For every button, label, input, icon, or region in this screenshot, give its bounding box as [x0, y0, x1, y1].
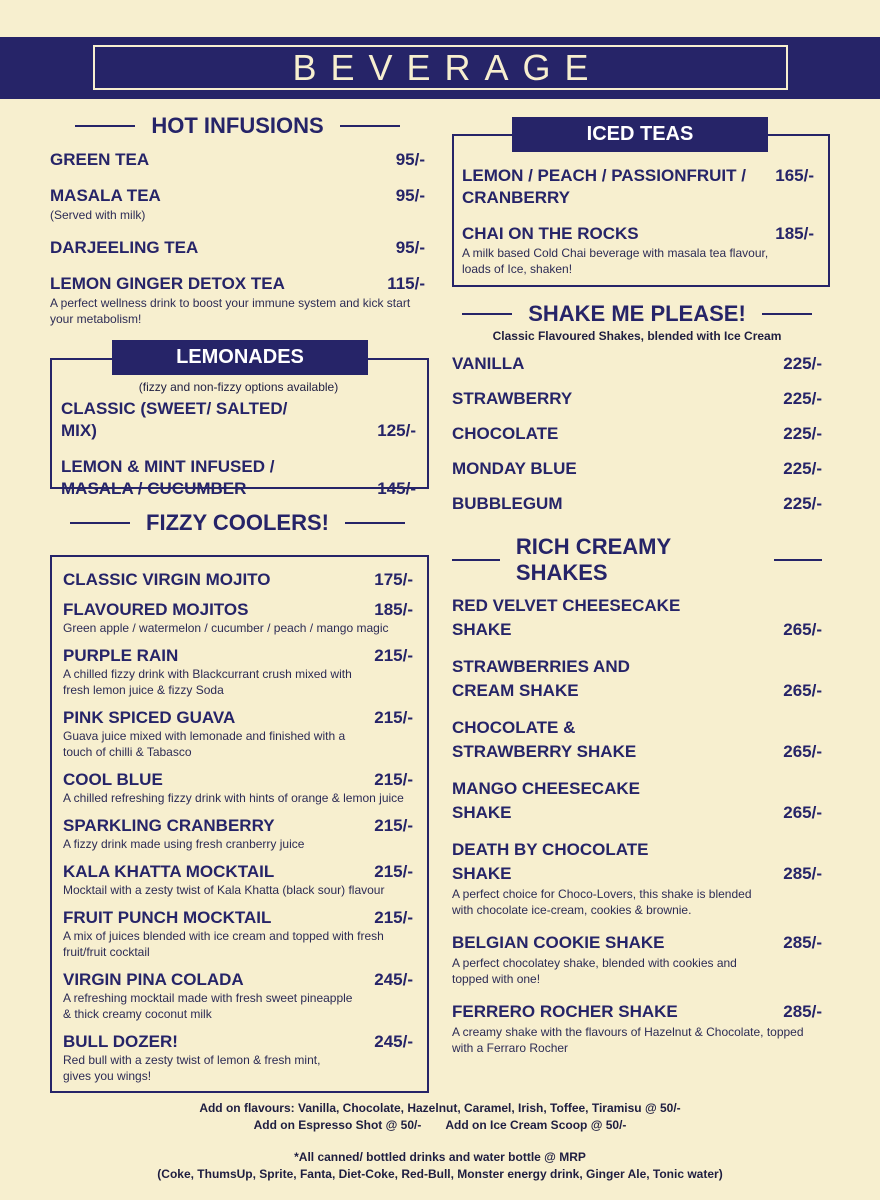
item-description: fruit/fruit cocktail	[63, 945, 150, 959]
menu-item	[452, 655, 822, 703]
menu-item-row	[63, 969, 413, 990]
item-name: STRAWBERRY	[452, 389, 573, 408]
item-price: 225/-	[783, 459, 822, 478]
menu-item-row	[50, 149, 425, 171]
item-name: MONDAY BLUE	[452, 459, 577, 478]
item-price: 265/-	[783, 742, 822, 761]
item-name: LEMON & MINT INFUSED / MASALA / CUCUMBER	[61, 457, 275, 498]
item-price: 145/-	[377, 479, 416, 498]
item-description: (Served with milk)	[50, 208, 146, 222]
item-description: A fizzy drink made using fresh cranberry juice	[63, 837, 305, 851]
item-description: Guava juice mixed with lemonade and finished with a	[63, 729, 346, 743]
item-price: 185/-	[374, 600, 413, 619]
title-banner	[0, 37, 880, 99]
menu-item-row	[452, 353, 822, 375]
item-description: Green apple / watermelon / cucumber / peach / mango magic	[63, 621, 389, 635]
menu-item-row	[452, 1000, 822, 1024]
item-description: Red bull with a zesty twist of lemon & fresh mint,	[63, 1053, 321, 1067]
item-description: with chocolate ice-cream, cookies & brownie.	[452, 903, 692, 917]
item-name: VIRGIN PINA COLADA	[63, 970, 244, 989]
menu-item	[452, 777, 822, 825]
menu-item	[462, 223, 814, 277]
item-description: touch of chilli & Tabasco	[63, 745, 192, 759]
item-description: A perfect wellness drink to boost your immune system and kick start	[50, 296, 411, 310]
item-name: MASALA TEA	[50, 186, 161, 205]
item-name: KALA KHATTA MOCKTAIL	[63, 862, 275, 881]
section-hot-infusions	[50, 112, 425, 341]
section-title: ICED TEAS	[512, 117, 768, 152]
item-price: 95/-	[395, 186, 425, 205]
item-price: 215/-	[374, 708, 413, 727]
section-shake-me-please	[452, 300, 822, 528]
menu-item	[63, 861, 413, 898]
item-name: LEMON / PEACH / PASSIONFRUIT / CRANBERRY	[462, 166, 746, 207]
menu-item-row	[63, 769, 413, 790]
menu-item	[63, 569, 413, 590]
menu-item-row	[50, 185, 425, 207]
item-price: 225/-	[783, 354, 822, 373]
item-name: PINK SPICED GUAVA	[63, 708, 236, 727]
item-description: A chilled refreshing fizzy drink with hints of orange & lemon juice	[63, 791, 404, 805]
item-name: SPARKLING CRANBERRY	[63, 816, 275, 835]
item-price: 215/-	[374, 908, 413, 927]
section-iced-teas	[452, 134, 830, 287]
item-description: A refreshing mocktail made with fresh sweet pineapple	[63, 991, 353, 1005]
menu-item	[63, 769, 413, 806]
menu-item	[63, 599, 413, 636]
menu-item-row	[63, 599, 413, 620]
menu-item	[452, 716, 822, 764]
item-name: COOL BLUE	[63, 770, 163, 789]
menu-item-row	[452, 493, 822, 515]
menu-item-row	[452, 716, 822, 764]
item-description: A mix of juices blended with ice cream and topped with fresh	[63, 929, 384, 943]
lemonades-note: (fizzy and non-fizzy options available)	[138, 380, 339, 394]
item-price: 215/-	[374, 862, 413, 881]
menu-item	[63, 969, 413, 1022]
item-name: BULL DOZER!	[63, 1032, 178, 1051]
menu-item-row	[452, 594, 822, 642]
item-description: loads of Ice, shaken!	[462, 262, 573, 276]
menu-item-row	[63, 861, 413, 882]
item-name: CHOCOLATE	[452, 424, 559, 443]
menu-item	[462, 165, 814, 209]
menu-item-row	[61, 398, 416, 442]
menu-item	[452, 423, 822, 445]
item-name: GREEN TEA	[50, 150, 150, 169]
menu-item	[452, 931, 822, 987]
item-name: CLASSIC VIRGIN MOJITO	[63, 570, 271, 589]
item-price: 225/-	[783, 494, 822, 513]
menu-item-row	[462, 165, 814, 209]
menu-item	[61, 456, 416, 500]
item-description: A creamy shake with the flavours of Hazelnut & Chocolate, topped	[452, 1025, 804, 1039]
menu-item	[63, 645, 413, 698]
menu-item	[452, 838, 822, 918]
item-description: A perfect choice for Choco-Lovers, this shake is blended	[452, 887, 752, 901]
menu-item	[50, 149, 425, 171]
item-price: 95/-	[395, 238, 425, 257]
item-name: BUBBLEGUM	[452, 494, 563, 513]
item-name: DEATH BY CHOCOLATE SHAKE	[452, 840, 649, 883]
menu-item-row	[50, 237, 425, 259]
item-name: CLASSIC (SWEET/ SALTED/ MIX)	[61, 399, 288, 440]
item-name: STRAWBERRIES AND CREAM SHAKE	[452, 657, 630, 700]
item-price: 285/-	[783, 1002, 822, 1021]
item-price: 285/-	[783, 864, 822, 883]
menu-item-row	[63, 645, 413, 666]
menu-item-row	[452, 423, 822, 445]
menu-item-row	[63, 569, 413, 590]
canned-drinks-note: *All canned/ bottled drinks and water bottle @ MRP	[294, 1150, 586, 1164]
item-name: MANGO CHEESECAKE SHAKE	[452, 779, 640, 822]
item-description: Mocktail with a zesty twist of Kala Khatta (black sour) flavour	[63, 883, 385, 897]
item-price: 215/-	[374, 816, 413, 835]
item-price: 95/-	[395, 150, 425, 169]
item-description: with a Ferraro Rocher	[452, 1041, 569, 1055]
canned-drinks-list: (Coke, ThumsUp, Sprite, Fanta, Diet-Coke, Red-Bull, Monster energy drink, Ginger Ale, Tonic water)	[157, 1167, 723, 1181]
menu-item-row	[61, 456, 416, 500]
item-description: topped with one!	[452, 972, 541, 986]
item-price: 175/-	[374, 570, 413, 589]
divider	[75, 125, 135, 127]
item-price: 245/-	[374, 1032, 413, 1051]
item-price: 215/-	[374, 770, 413, 789]
item-description: A perfect chocolatey shake, blended with cookies and	[452, 956, 737, 970]
menu-item	[452, 594, 822, 642]
item-price: 115/-	[387, 274, 425, 293]
divider	[452, 559, 500, 561]
item-description: A chilled fizzy drink with Blackcurrant crush mixed with	[63, 667, 352, 681]
item-description: A milk based Cold Chai beverage with masala tea flavour,	[462, 246, 769, 260]
item-description: & thick creamy coconut milk	[63, 1007, 212, 1021]
item-price: 265/-	[783, 620, 822, 639]
item-name: CHAI ON THE ROCKS	[462, 224, 639, 243]
fizzy-coolers-heading	[50, 509, 425, 537]
item-price: 185/-	[775, 224, 814, 243]
addon-icecream: Add on Ice Cream Scoop @ 50/-	[445, 1118, 627, 1132]
divider	[70, 522, 130, 524]
menu-item	[50, 273, 425, 327]
section-lemonades	[50, 358, 429, 498]
item-description: your metabolism!	[50, 312, 142, 326]
section-fizzy-coolers	[50, 555, 429, 1093]
item-price: 225/-	[783, 389, 822, 408]
menu-item-row	[452, 458, 822, 480]
menu-item-row	[462, 223, 814, 245]
menu-item	[452, 1000, 822, 1056]
section-title: FIZZY COOLERS!	[146, 510, 329, 535]
item-description: gives you wings!	[63, 1069, 152, 1083]
item-price: 245/-	[374, 970, 413, 989]
addon-flavours: Add on flavours: Vanilla, Chocolate, Hazelnut, Caramel, Irish, Toffee, Tiramisu @ 50/-	[199, 1101, 681, 1115]
menu-item	[63, 1031, 413, 1084]
section-title: LEMONADES	[112, 340, 368, 375]
divider	[345, 522, 405, 524]
divider	[340, 125, 400, 127]
menu-item-row	[452, 838, 822, 886]
item-price: 165/-	[775, 166, 814, 185]
menu-item	[50, 185, 425, 223]
menu-item-row	[63, 707, 413, 728]
menu-item	[63, 707, 413, 760]
menu-item-row	[452, 931, 822, 955]
menu-item	[452, 388, 822, 410]
menu-item	[452, 458, 822, 480]
divider	[774, 559, 822, 561]
item-name: FLAVOURED MOJITOS	[63, 600, 249, 619]
divider	[762, 313, 812, 315]
item-price: 285/-	[783, 933, 822, 952]
item-price: 225/-	[783, 424, 822, 443]
section-title: RICH CREAMY SHAKES	[515, 534, 671, 585]
menu-item-row	[63, 1031, 413, 1052]
section-subtitle: Classic Flavoured Shakes, blended with Ice Cream	[492, 329, 782, 343]
item-name: FERRERO ROCHER SHAKE	[452, 1002, 678, 1021]
menu-item-row	[452, 777, 822, 825]
item-price: 215/-	[374, 646, 413, 665]
menu-title: BEVERAGE	[93, 45, 788, 90]
menu-item	[61, 398, 416, 442]
item-name: RED VELVET CHEESECAKE SHAKE	[452, 596, 681, 639]
item-name: CHOCOLATE & STRAWBERRY SHAKE	[452, 718, 637, 761]
menu-item-row	[50, 273, 425, 295]
item-name: LEMON GINGER DETOX TEA	[50, 274, 285, 293]
item-price: 265/-	[783, 681, 822, 700]
menu-item	[452, 353, 822, 375]
menu-item-row	[452, 655, 822, 703]
item-name: PURPLE RAIN	[63, 646, 179, 665]
footer	[0, 1100, 880, 1183]
addon-espresso: Add on Espresso Shot @ 50/-	[253, 1118, 422, 1132]
section-title: SHAKE ME PLEASE!	[528, 301, 746, 326]
divider	[462, 313, 512, 315]
item-price: 265/-	[783, 803, 822, 822]
section-title: HOT INFUSIONS	[151, 113, 324, 138]
menu-item-row	[63, 907, 413, 928]
menu-item	[63, 907, 413, 960]
item-name: DARJEELING TEA	[50, 238, 199, 257]
item-description: fresh lemon juice & fizzy Soda	[63, 683, 224, 697]
item-name: BELGIAN COOKIE SHAKE	[452, 933, 665, 952]
item-name: VANILLA	[452, 354, 525, 373]
menu-item	[452, 493, 822, 515]
menu-item	[50, 237, 425, 259]
item-name: FRUIT PUNCH MOCKTAIL	[63, 908, 272, 927]
item-price: 125/-	[377, 421, 416, 440]
section-rich-creamy-shakes	[452, 534, 822, 1069]
menu-item-row	[63, 815, 413, 836]
menu-item	[63, 815, 413, 852]
menu-item-row	[452, 388, 822, 410]
